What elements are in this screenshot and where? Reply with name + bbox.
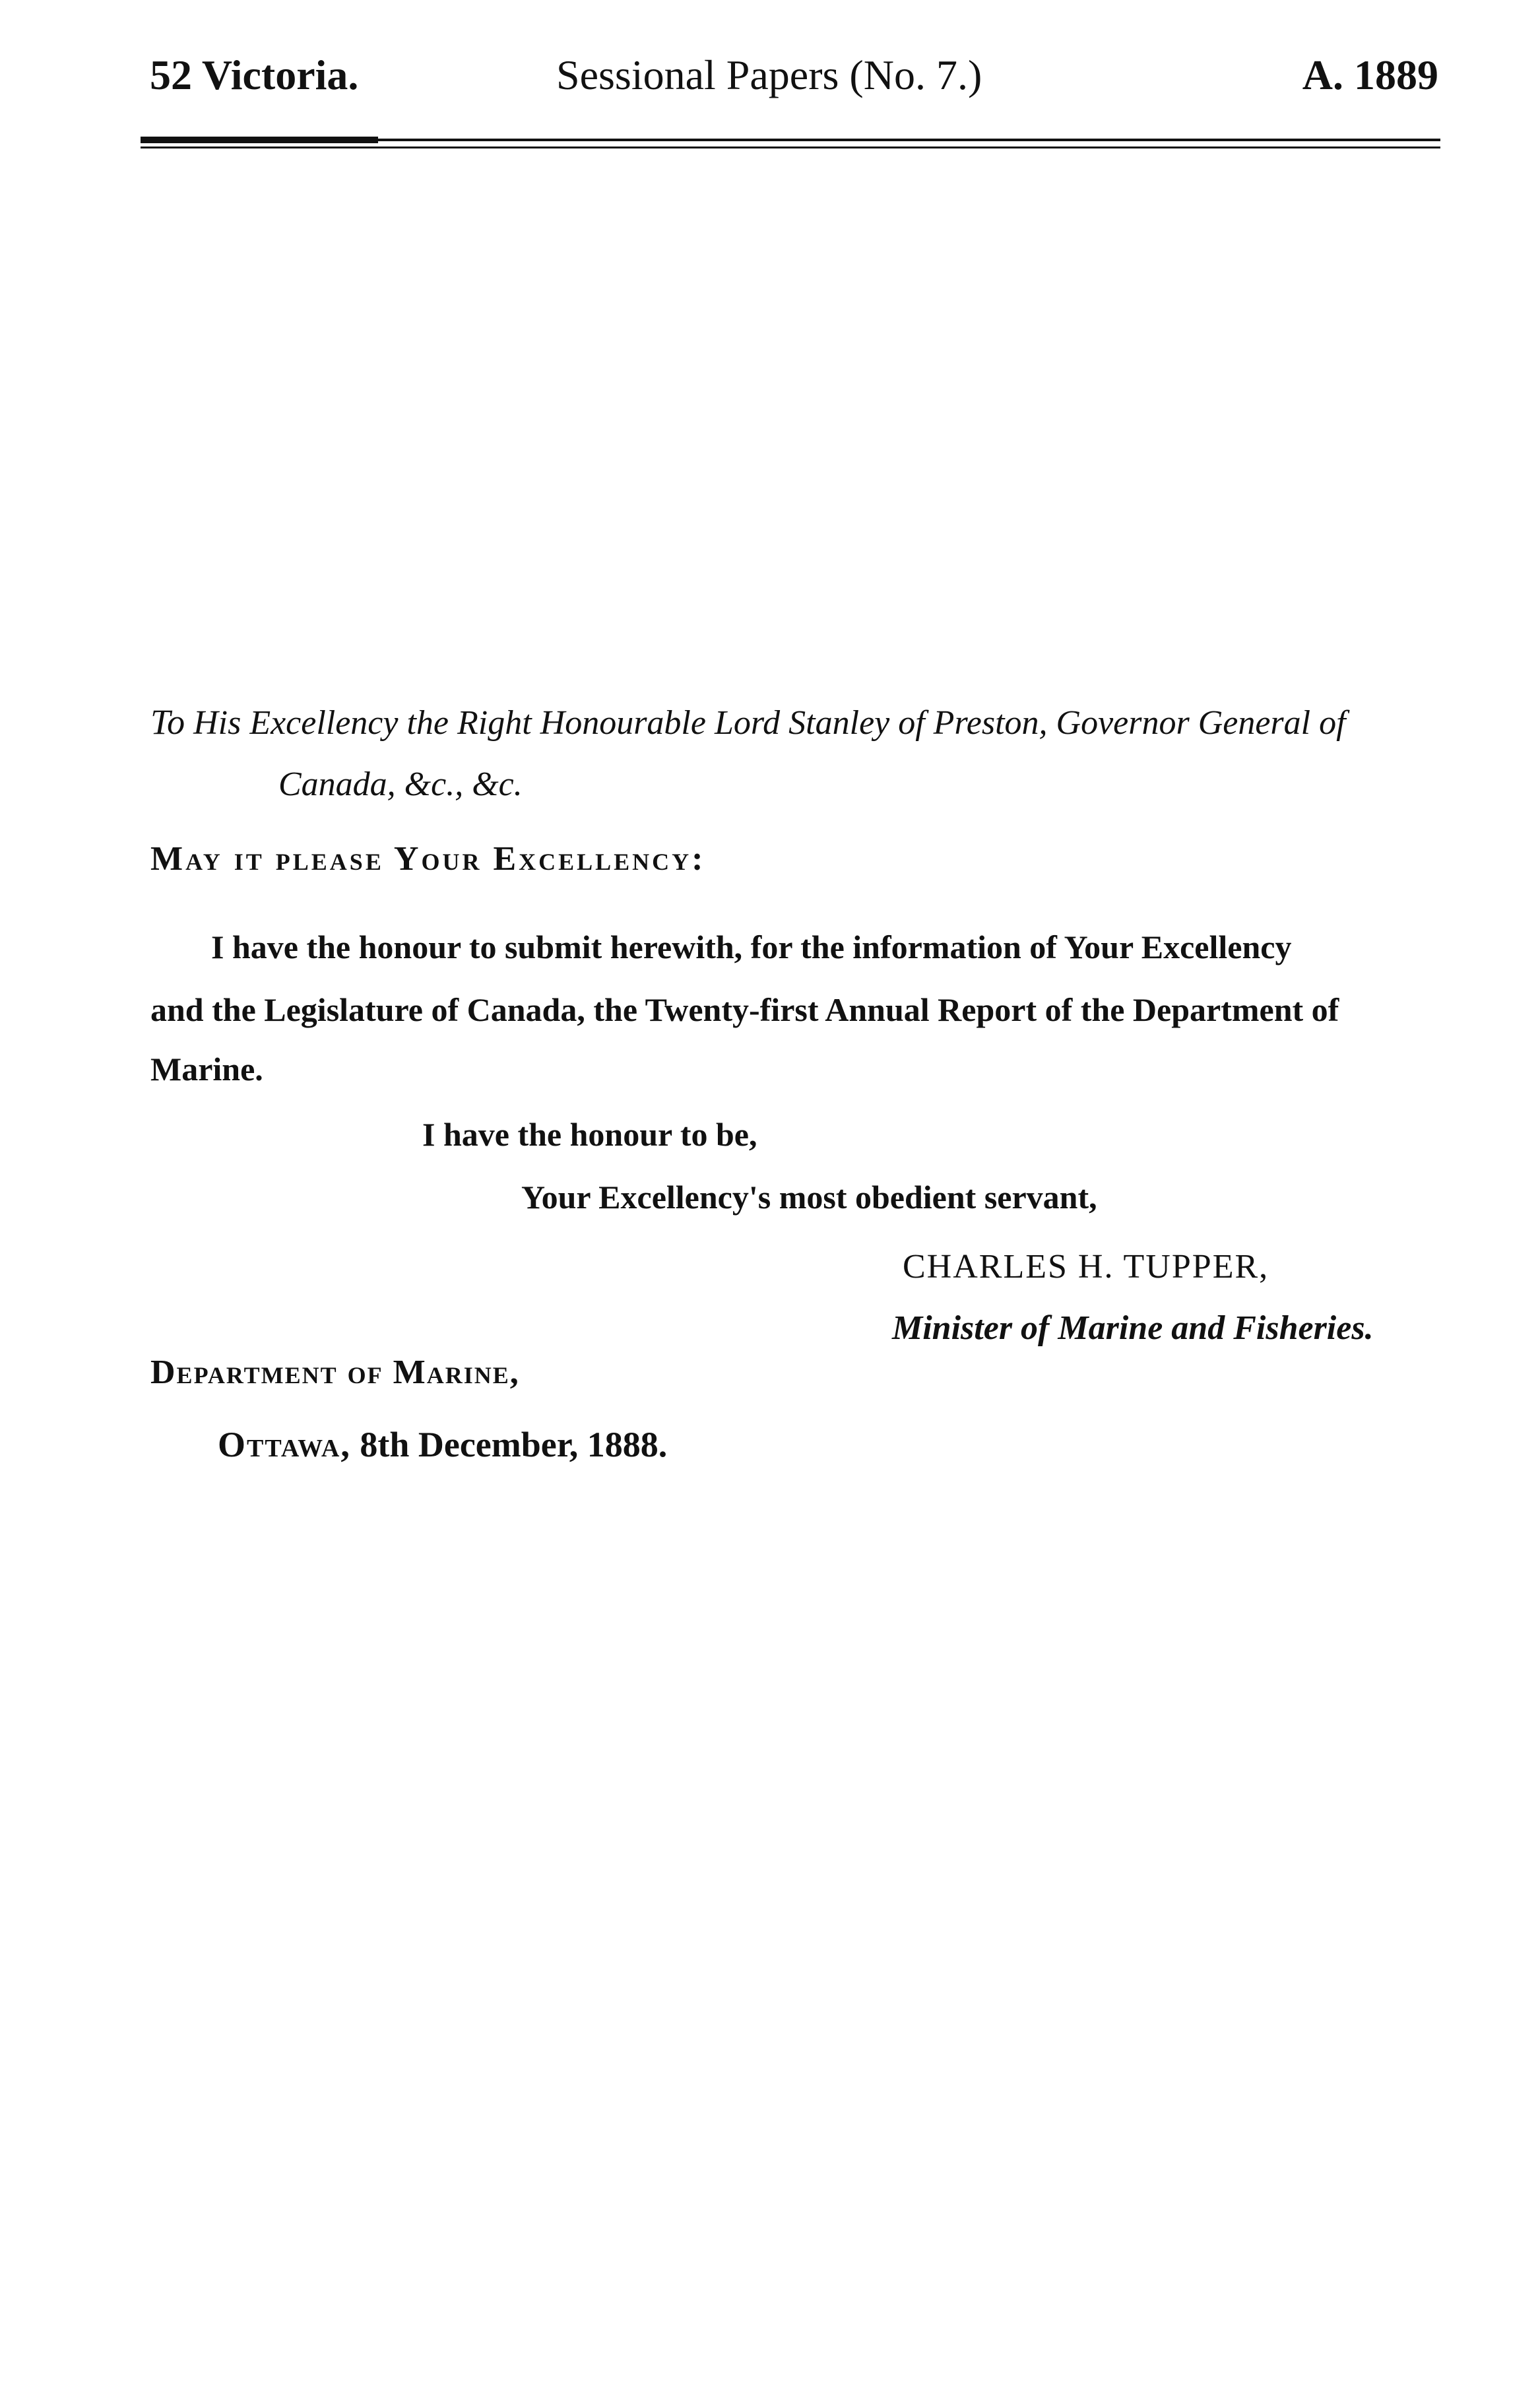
closing-line-2: Your Excellency's most obedient servant, — [521, 1179, 1097, 1216]
header-rule — [141, 139, 1440, 141]
body-line-3: Marine. — [150, 1051, 263, 1088]
closing-line-1: I have the honour to be, — [422, 1116, 757, 1153]
address-recipient: His Excellency the Right Honourable Lord Stanley of Preston, Governor General of — [193, 704, 1346, 742]
header-rule-lower — [141, 147, 1440, 148]
header-title: Sessional Papers (No. 7.) — [556, 51, 982, 98]
address-to: To — [150, 702, 185, 742]
address-line-1 — [150, 701, 1346, 744]
dateline-department: Department of Marine, — [150, 1354, 520, 1391]
signer-name: CHARLES H. TUPPER, — [903, 1248, 1269, 1286]
body-line-2: and the Legislature of Canada, the Twenty-first Annual Report of the Department of — [150, 991, 1339, 1028]
header-year: A. 1889 — [1302, 51, 1438, 98]
address-line-2: Canada, &c., &c. — [278, 766, 523, 803]
dateline-date: 8th December, 1888. — [350, 1425, 668, 1464]
header-volume: 52 Victoria. — [150, 51, 359, 98]
dateline-place-date — [218, 1424, 667, 1465]
body-line-1: I have the honour to submit herewith, for the information of Your Excellency — [211, 929, 1292, 965]
dateline-city: Ottawa, — [218, 1425, 351, 1464]
salutation: May it please Your Excellency: — [150, 840, 706, 878]
signer-title: Minister of Marine and Fisheries. — [892, 1309, 1374, 1347]
